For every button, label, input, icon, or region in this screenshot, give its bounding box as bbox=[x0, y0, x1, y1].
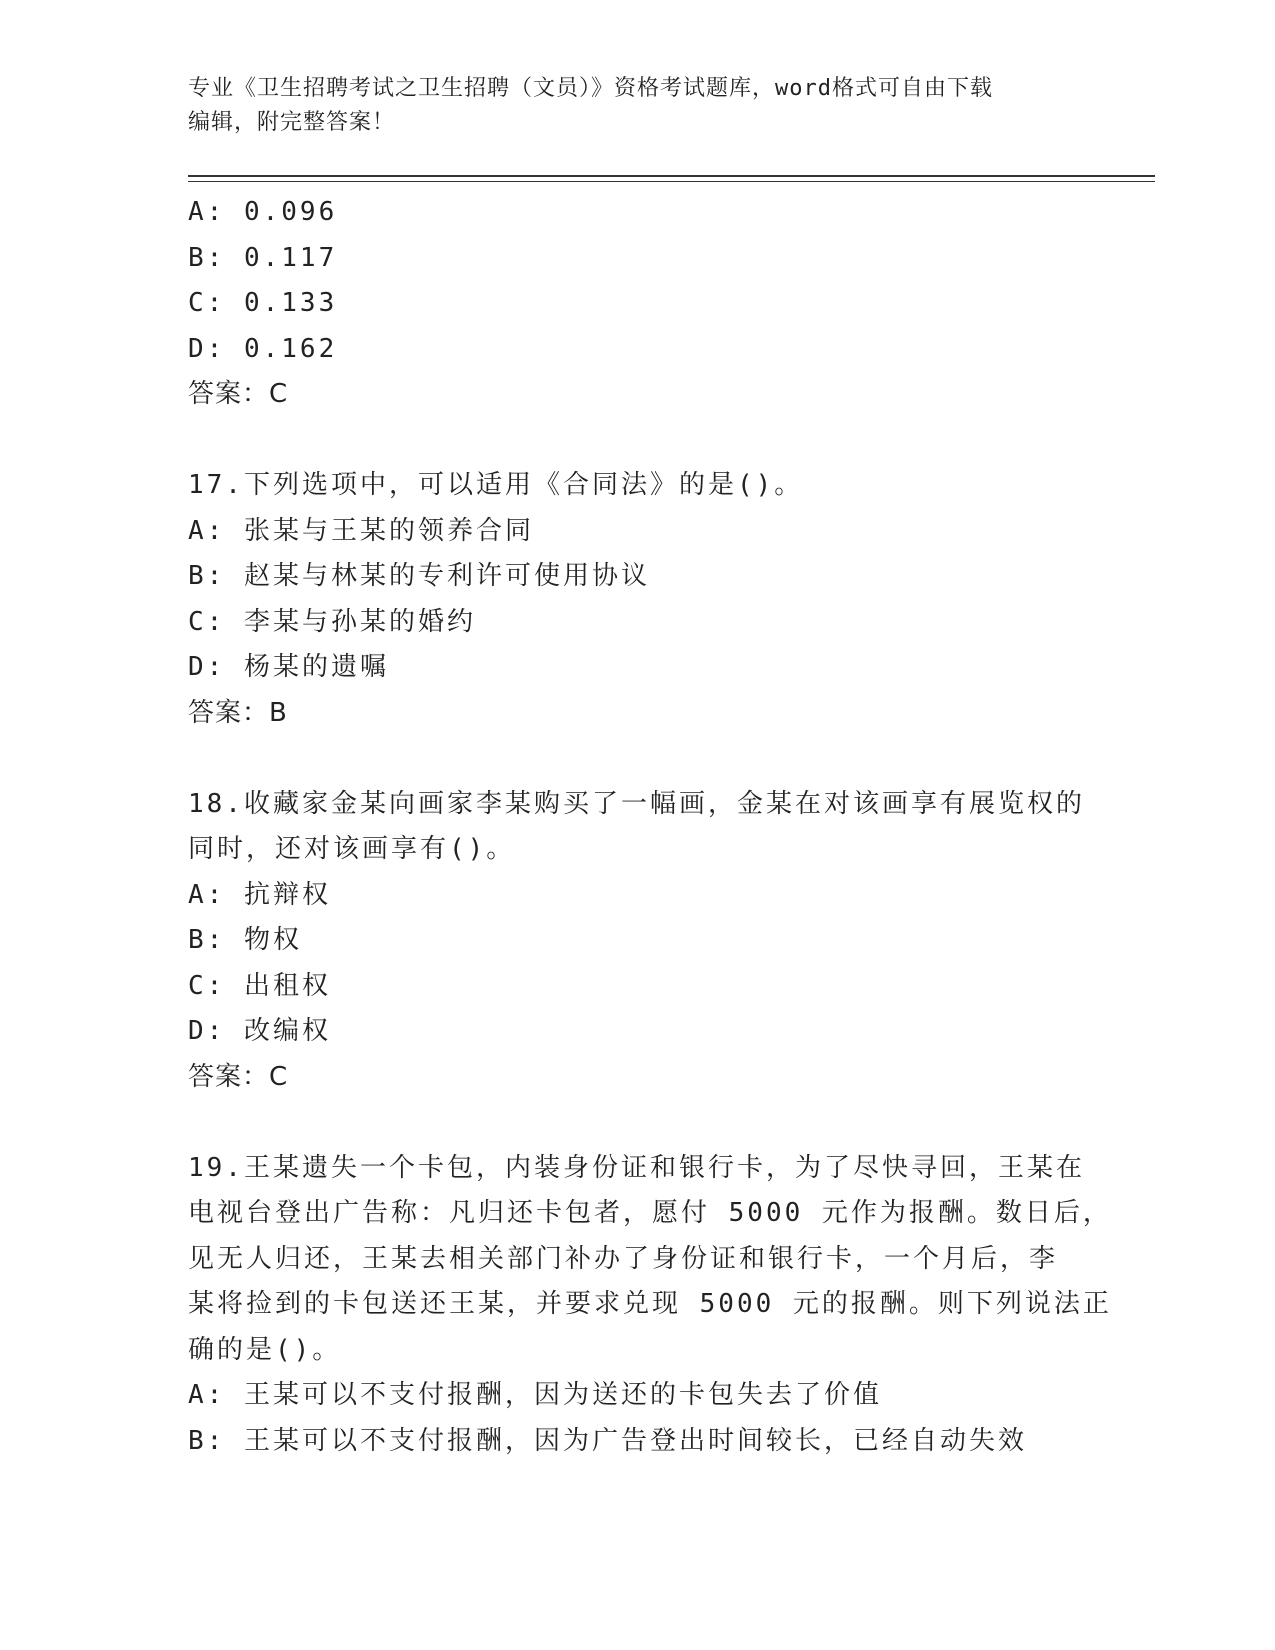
option-a: A: 王某可以不支付报酬，因为送还的卡包失去了价值 bbox=[188, 1380, 882, 1410]
option-b: B: 0.117 bbox=[188, 242, 338, 273]
document-header bbox=[188, 72, 1068, 140]
option-d: D: 0.162 bbox=[188, 333, 338, 364]
question-stem-line-3: 见无人归还，王某去相关部门补办了身份证和银行卡，一个月后，李 bbox=[188, 1243, 1059, 1274]
spacer bbox=[188, 1100, 1088, 1146]
answer-line: 答案：C bbox=[188, 379, 289, 409]
question-list bbox=[188, 190, 1112, 1464]
header-divider-thick bbox=[188, 175, 1155, 177]
answer-line: 答案：C bbox=[188, 1061, 289, 1092]
option-b: B: 王某可以不支付报酬，因为广告登出时间较长，已经自动失效 bbox=[188, 1425, 1027, 1456]
question-stem-line-2: 电视台登出广告称：凡归还卡包者，愿付 5000 元作为报酬。数日后， bbox=[188, 1198, 1112, 1228]
option-c: C: 李某与孙某的婚约 bbox=[188, 606, 476, 637]
header-divider-thin bbox=[188, 181, 1155, 182]
option-b: B: 物权 bbox=[188, 925, 302, 955]
question-stem-line-1: 18.收藏家金某向画家李某购买了一幅画，金某在对该画享有展览权的 bbox=[188, 788, 1085, 819]
option-a: A: 抗辩权 bbox=[188, 879, 331, 910]
option-d: D: 杨某的遗嘱 bbox=[188, 652, 389, 682]
question-stem-line-1: 19.王某遗失一个卡包，内装身份证和银行卡，为了尽快寻回，王某在 bbox=[188, 1152, 1085, 1183]
question-stem: 17.下列选项中，可以适用《合同法》的是()。 bbox=[188, 470, 804, 500]
question-stem-line-4: 某将捡到的卡包送还王某，并要求兑现 5000 元的报酬。则下列说法正 bbox=[188, 1289, 1112, 1319]
spacer bbox=[188, 736, 1088, 782]
question-stem-line-2: 同时，还对该画享有()。 bbox=[188, 834, 516, 864]
option-c: C: 0.133 bbox=[188, 288, 338, 318]
question-16 bbox=[188, 190, 1088, 418]
answer-line: 答案：B bbox=[188, 697, 288, 728]
question-19 bbox=[188, 1146, 1112, 1465]
option-b: B: 赵某与林某的专利许可使用协议 bbox=[188, 561, 650, 591]
option-c: C: 出租权 bbox=[188, 970, 331, 1001]
question-17 bbox=[188, 463, 1088, 736]
spacer bbox=[188, 418, 1088, 464]
option-a: A: 0.096 bbox=[188, 197, 338, 227]
question-stem-line-5: 确的是()。 bbox=[188, 1334, 342, 1365]
option-d: D: 改编权 bbox=[188, 1016, 331, 1046]
header-line-2: 编辑，附完整答案！ bbox=[188, 110, 396, 135]
question-18 bbox=[188, 782, 1088, 1101]
option-a: A: 张某与王某的领养合同 bbox=[188, 515, 534, 546]
header-line-1: 专业《卫生招聘考试之卫生招聘（文员）》资格考试题库，word格式可自由下载 bbox=[188, 76, 993, 101]
